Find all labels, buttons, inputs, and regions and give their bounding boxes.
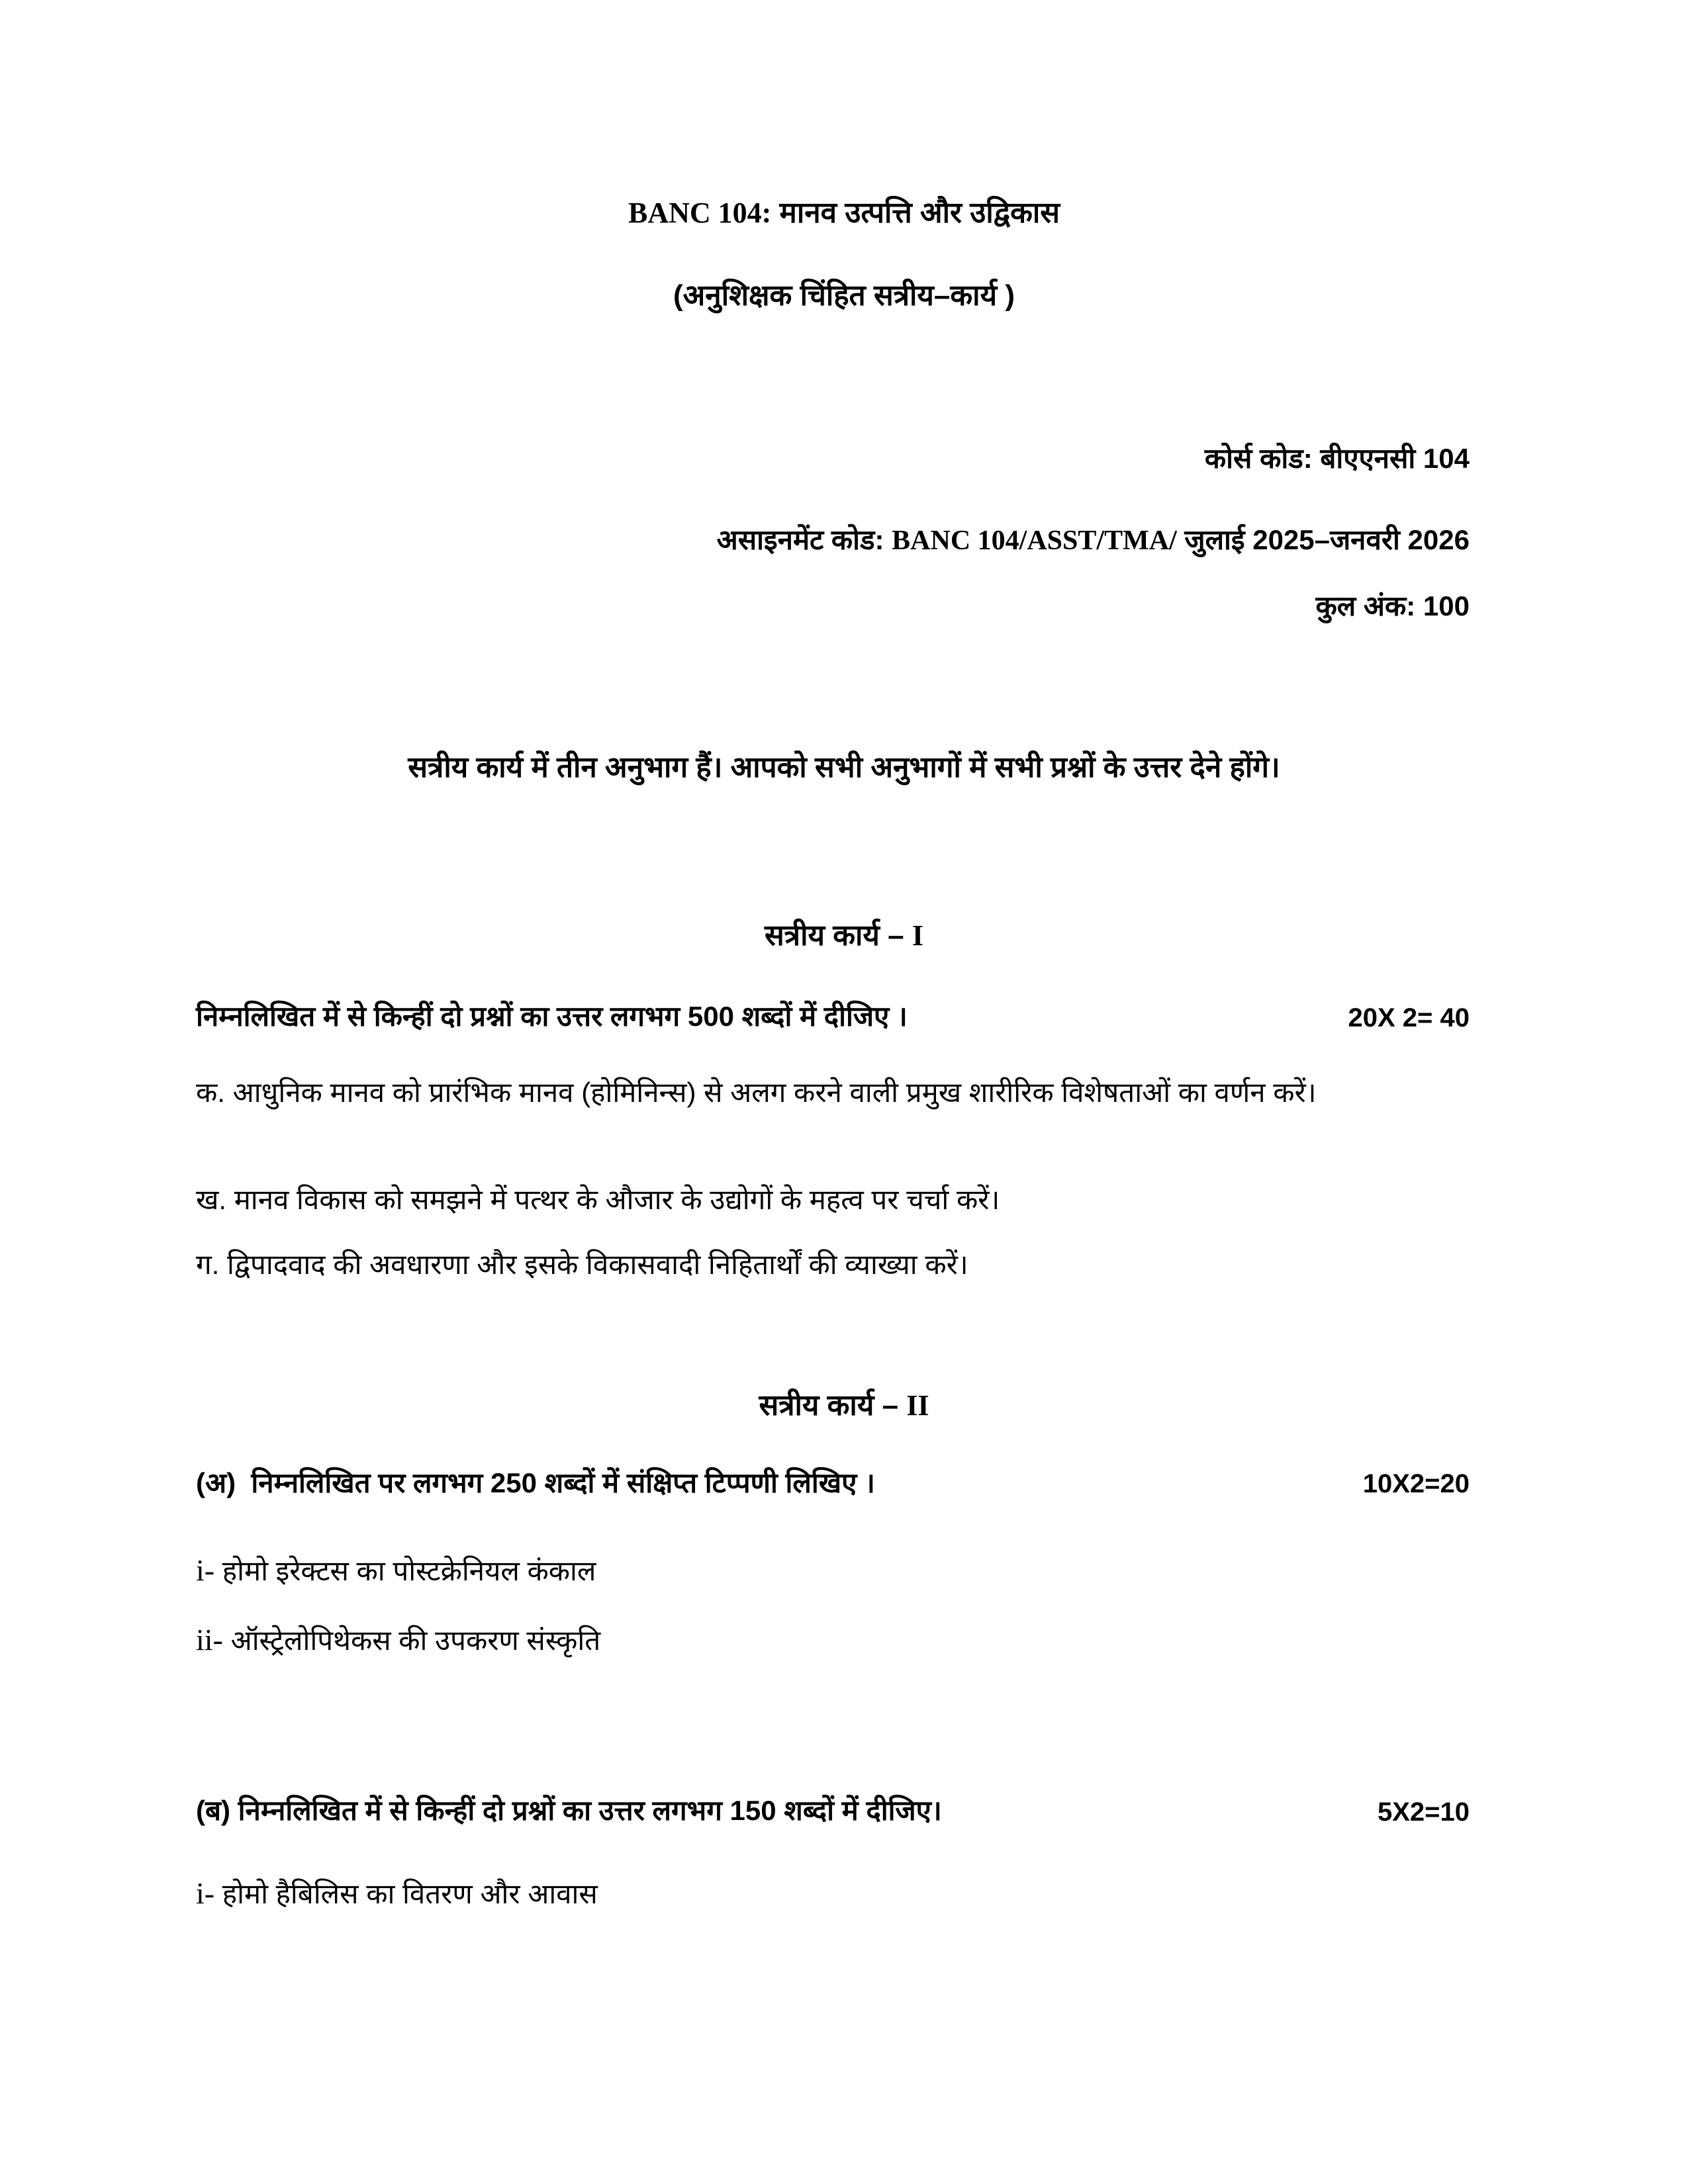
part-a-instruction-line	[196, 1469, 875, 1497]
part-a-question-2-num: ii-	[196, 1623, 223, 1657]
document-subtitle: (अनुशिक्षक चिंहित सत्रीय–कार्य )	[673, 279, 1015, 312]
assignment-code-value-en: BANC 104/ASST/TMA/	[892, 525, 1177, 556]
part-a-instruction: निम्नलिखित पर लगभग 250 शब्दों में संक्षिप्त टिप्पणी लिखिए ।	[251, 1467, 875, 1498]
total-marks-label: कुल अंक:	[1315, 590, 1416, 621]
part-a-question-1-text: होमो इरेक्टस का पोस्टक्रेनियल कंकाल	[222, 1555, 596, 1586]
assignment-code-value-hi: जुलाई 2025–जनवरी 2026	[1184, 524, 1470, 555]
section-1-instruction: निम्नलिखित में से किन्हीं दो प्रश्नों का उत्तर लगभग 500 शब्दों में दीजिए ।	[196, 1001, 908, 1032]
part-b-label: (ब)	[196, 1795, 230, 1826]
part-a-question-2-text: ऑस्ट्रेलोपिथेकस की उपकरण संस्कृति	[230, 1625, 601, 1656]
course-code-en: BANC 104:	[628, 197, 772, 229]
assignment-code-line	[717, 526, 1470, 555]
general-instruction: सत्रीय कार्य में तीन अनुभाग हैं। आपको सभी अनुभागों में सभी प्रश्नों के उत्तर देने होंगे।	[408, 751, 1280, 784]
section-1-marks: 20X 2= 40	[1348, 1003, 1470, 1032]
question-kha: ख. मानव विकास को समझने में पत्थर के औजार के उद्योगों के महत्व पर चर्चा करें।	[196, 1184, 1000, 1215]
part-b-question-1	[196, 1878, 598, 1909]
section-heading-1-hi: सत्रीय कार्य –	[765, 919, 904, 952]
section-heading-2	[0, 1391, 1688, 1420]
question-ka: क. आधुनिक मानव को प्रारंभिक मानव (होमिनिन्स) से अलग करने वाली प्रमुख शारीरिक विशेषताओं का वर्णन करें।	[196, 1077, 1317, 1108]
part-b-question-1-num: i-	[196, 1876, 215, 1910]
total-marks-value: 100	[1423, 590, 1470, 621]
course-title: मानव उत्पत्ति और उद्विकास	[779, 197, 1060, 229]
course-code-label: कोर्स कोड:	[1204, 443, 1313, 474]
part-a-question-1	[196, 1555, 596, 1586]
part-a-label: (अ)	[196, 1467, 236, 1498]
total-marks-line	[1316, 592, 1470, 620]
section-heading-1	[0, 921, 1688, 950]
question-ga: ग. द्विपादवाद की अवधारणा और इसके विकासवादी निहितार्थों की व्याख्या करें।	[196, 1249, 968, 1280]
section-heading-2-hi: सत्रीय कार्य –	[759, 1389, 899, 1422]
part-b-marks: 5X2=10	[1377, 1797, 1470, 1827]
part-b-instruction: निम्नलिखित में से किन्हीं दो प्रश्नों का उत्तर लगभग 150 शब्दों में दीजिए।	[238, 1795, 942, 1826]
part-b-question-1-text: होमो हैबिलिस का वितरण और आवास	[222, 1878, 598, 1909]
document-title	[0, 199, 1688, 228]
part-b-instruction-line	[196, 1797, 942, 1825]
part-a-marks: 10X2=20	[1362, 1469, 1470, 1498]
part-a-question-2	[196, 1625, 600, 1655]
course-code-line	[1205, 445, 1470, 473]
section-heading-1-roman: I	[912, 919, 923, 952]
part-a-question-1-num: i-	[196, 1553, 215, 1587]
assignment-code-label: असाइनमेंट कोड:	[716, 524, 884, 555]
section-heading-2-roman: II	[906, 1389, 929, 1422]
course-code-value: बीएएनसी 104	[1320, 443, 1470, 474]
